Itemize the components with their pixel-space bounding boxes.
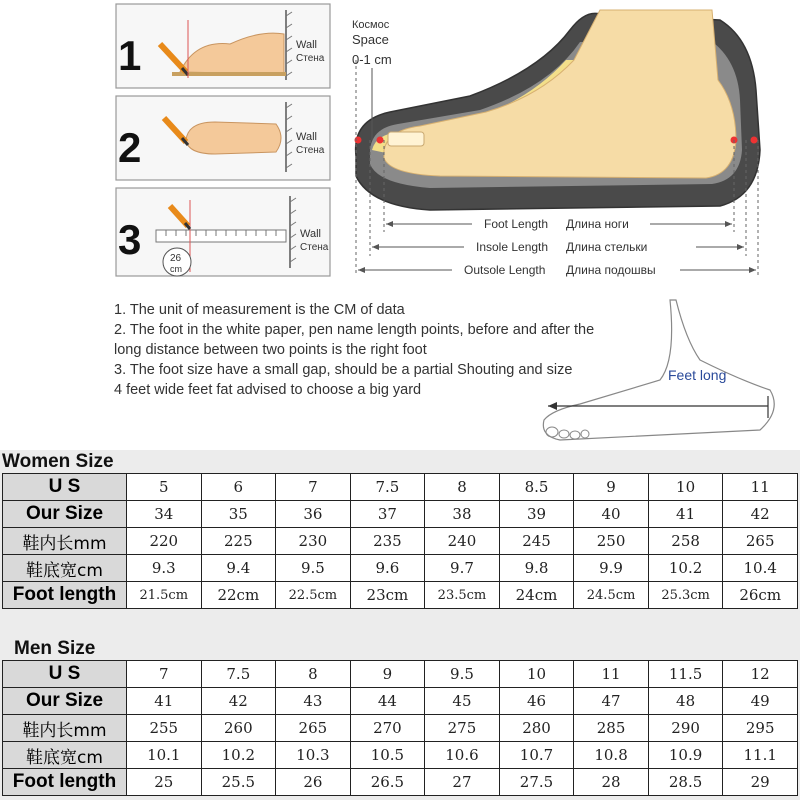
size-cell: 28 xyxy=(574,769,649,796)
size-row xyxy=(3,661,798,688)
space-label-en: Space xyxy=(352,32,389,47)
size-cell: 36 xyxy=(276,501,351,528)
size-cell: 9.9 xyxy=(574,555,649,582)
women-size-table xyxy=(2,473,798,609)
size-cell: 258 xyxy=(648,528,723,555)
size-cell: 11.5 xyxy=(648,661,723,688)
size-cell: 41 xyxy=(127,688,202,715)
size-cell: 8 xyxy=(425,474,500,501)
size-cell: 42 xyxy=(723,501,798,528)
size-cell: 40 xyxy=(574,501,649,528)
size-cell: 10 xyxy=(648,474,723,501)
men-size-table xyxy=(2,660,798,796)
size-cell: 9.3 xyxy=(127,555,202,582)
foot-marker-left xyxy=(377,137,384,144)
step-2-wall-en: Wall xyxy=(296,131,317,143)
size-cell: 49 xyxy=(723,688,798,715)
size-row xyxy=(3,742,798,769)
row-header: Foot length xyxy=(3,769,127,796)
size-cell: 10.2 xyxy=(201,742,276,769)
row-header: U S xyxy=(3,661,127,688)
size-cell: 6 xyxy=(201,474,276,501)
size-row xyxy=(3,688,798,715)
size-cell: 10.2 xyxy=(648,555,723,582)
step-3-wall-ru: Стена xyxy=(300,242,329,253)
size-cell: 245 xyxy=(499,528,574,555)
row-header: 鞋底宽cm xyxy=(3,742,127,769)
size-cell: 9.8 xyxy=(499,555,574,582)
size-cell: 25 xyxy=(127,769,202,796)
size-cell: 220 xyxy=(127,528,202,555)
outsole-marker-right xyxy=(751,137,758,144)
size-cell: 7 xyxy=(276,474,351,501)
size-cell: 230 xyxy=(276,528,351,555)
size-cell: 265 xyxy=(276,715,351,742)
women-size-section xyxy=(0,450,800,640)
size-row xyxy=(3,555,798,582)
size-cell: 225 xyxy=(201,528,276,555)
size-cell: 24cm xyxy=(499,582,574,609)
row-header: 鞋底宽cm xyxy=(3,555,127,582)
size-cell: 23cm xyxy=(350,582,425,609)
size-cell: 10.7 xyxy=(499,742,574,769)
size-cell: 48 xyxy=(648,688,723,715)
size-cell: 270 xyxy=(350,715,425,742)
size-cell: 45 xyxy=(425,688,500,715)
space-range: 0-1 cm xyxy=(352,52,392,67)
row-header: 鞋内长mm xyxy=(3,528,127,555)
size-cell: 295 xyxy=(723,715,798,742)
size-row xyxy=(3,715,798,742)
space-label-ru: Космос xyxy=(352,19,390,31)
size-cell: 26.5 xyxy=(350,769,425,796)
size-cell: 285 xyxy=(574,715,649,742)
size-cell: 9 xyxy=(350,661,425,688)
men-size-section xyxy=(0,640,800,800)
size-cell: 9 xyxy=(574,474,649,501)
size-cell: 35 xyxy=(201,501,276,528)
size-row xyxy=(3,501,798,528)
size-cell: 22cm xyxy=(201,582,276,609)
insole-length-en: Insole Length xyxy=(476,240,549,254)
size-cell: 7.5 xyxy=(201,661,276,688)
size-cell: 11 xyxy=(574,661,649,688)
size-cell: 7.5 xyxy=(350,474,425,501)
note-1: 1. The unit of measurement is the CM of data xyxy=(114,302,405,318)
size-row xyxy=(3,528,798,555)
row-header: U S xyxy=(3,474,127,501)
size-cell: 5 xyxy=(127,474,202,501)
size-cell: 26cm xyxy=(723,582,798,609)
size-cell: 8 xyxy=(276,661,351,688)
size-cell: 41 xyxy=(648,501,723,528)
size-cell: 43 xyxy=(276,688,351,715)
size-cell: 25.5 xyxy=(201,769,276,796)
size-cell: 11.1 xyxy=(723,742,798,769)
size-cell: 37 xyxy=(350,501,425,528)
size-cell: 38 xyxy=(425,501,500,528)
size-cell: 255 xyxy=(127,715,202,742)
size-cell: 12 xyxy=(723,661,798,688)
size-cell: 11 xyxy=(723,474,798,501)
size-cell: 39 xyxy=(499,501,574,528)
size-row xyxy=(3,582,798,609)
size-cell: 280 xyxy=(499,715,574,742)
step-3-wall-en: Wall xyxy=(300,228,321,240)
size-cell: 8.5 xyxy=(499,474,574,501)
size-cell: 29 xyxy=(723,769,798,796)
size-cell: 24.5cm xyxy=(574,582,649,609)
foot-top-icon xyxy=(186,122,281,154)
size-cell: 10.1 xyxy=(127,742,202,769)
note-2: 2. The foot in the white paper, pen name length points, before and after the xyxy=(114,322,595,338)
size-cell: 26 xyxy=(276,769,351,796)
outsole-length-ru: Длина подошвы xyxy=(566,263,656,277)
size-cell: 10 xyxy=(499,661,574,688)
size-cell: 42 xyxy=(201,688,276,715)
foot-length-en: Foot Length xyxy=(484,217,549,231)
note-3: 3. The foot size have a small gap, should be a partial Shouting and size xyxy=(114,362,573,378)
step-2-wall-ru: Стена xyxy=(296,145,325,156)
row-header: Foot length xyxy=(3,582,127,609)
size-cell: 9.5 xyxy=(425,661,500,688)
note-2-cont: long distance between two points is the right foot xyxy=(114,342,427,358)
insole-length-ru: Длина стельки xyxy=(566,240,648,254)
size-cell: 44 xyxy=(350,688,425,715)
women-size-title: Women Size xyxy=(2,451,114,472)
size-cell: 235 xyxy=(350,528,425,555)
size-cell: 275 xyxy=(425,715,500,742)
row-header: 鞋内长mm xyxy=(3,715,127,742)
foot-length-ru: Длина ноги xyxy=(566,217,629,231)
size-cell: 46 xyxy=(499,688,574,715)
note-4: 4 feet wide feet fat advised to choose a big yard xyxy=(114,382,422,398)
size-cell: 47 xyxy=(574,688,649,715)
size-cell: 9.5 xyxy=(276,555,351,582)
size-row xyxy=(3,474,798,501)
row-header: Our Size xyxy=(3,688,127,715)
size-cell: 23.5cm xyxy=(425,582,500,609)
size-cell: 22.5cm xyxy=(276,582,351,609)
size-cell: 27.5 xyxy=(499,769,574,796)
row-header: Our Size xyxy=(3,501,127,528)
size-cell: 7 xyxy=(127,661,202,688)
step-1-wall-ru: Стена xyxy=(296,53,325,64)
men-size-title: Men Size xyxy=(14,638,96,659)
size-cell: 10.9 xyxy=(648,742,723,769)
size-cell: 240 xyxy=(425,528,500,555)
step-number-3: 3 xyxy=(118,216,142,263)
feet-long-label: Feet long xyxy=(668,367,727,383)
size-cell: 9.7 xyxy=(425,555,500,582)
size-row xyxy=(3,769,798,796)
size-cell: 25.3cm xyxy=(648,582,723,609)
size-cell: 21.5cm xyxy=(127,582,202,609)
step-1-wall-en: Wall xyxy=(296,39,317,51)
size-cell: 250 xyxy=(574,528,649,555)
ruler-value: 26 xyxy=(170,253,182,264)
outsole-length-en: Outsole Length xyxy=(464,263,546,277)
step-number-2: 2 xyxy=(118,124,142,171)
size-cell: 260 xyxy=(201,715,276,742)
size-cell: 10.5 xyxy=(350,742,425,769)
size-cell: 10.3 xyxy=(276,742,351,769)
step-number-1: 1 xyxy=(118,32,142,79)
size-cell: 28.5 xyxy=(648,769,723,796)
size-cell: 265 xyxy=(723,528,798,555)
size-cell: 27 xyxy=(425,769,500,796)
step-box-3 xyxy=(116,188,330,276)
size-cell: 10.8 xyxy=(574,742,649,769)
size-cell: 10.4 xyxy=(723,555,798,582)
ruler-unit: cm xyxy=(170,264,182,274)
size-cell: 34 xyxy=(127,501,202,528)
size-cell: 10.6 xyxy=(425,742,500,769)
size-cell: 9.6 xyxy=(350,555,425,582)
size-cell: 9.4 xyxy=(201,555,276,582)
size-cell: 290 xyxy=(648,715,723,742)
